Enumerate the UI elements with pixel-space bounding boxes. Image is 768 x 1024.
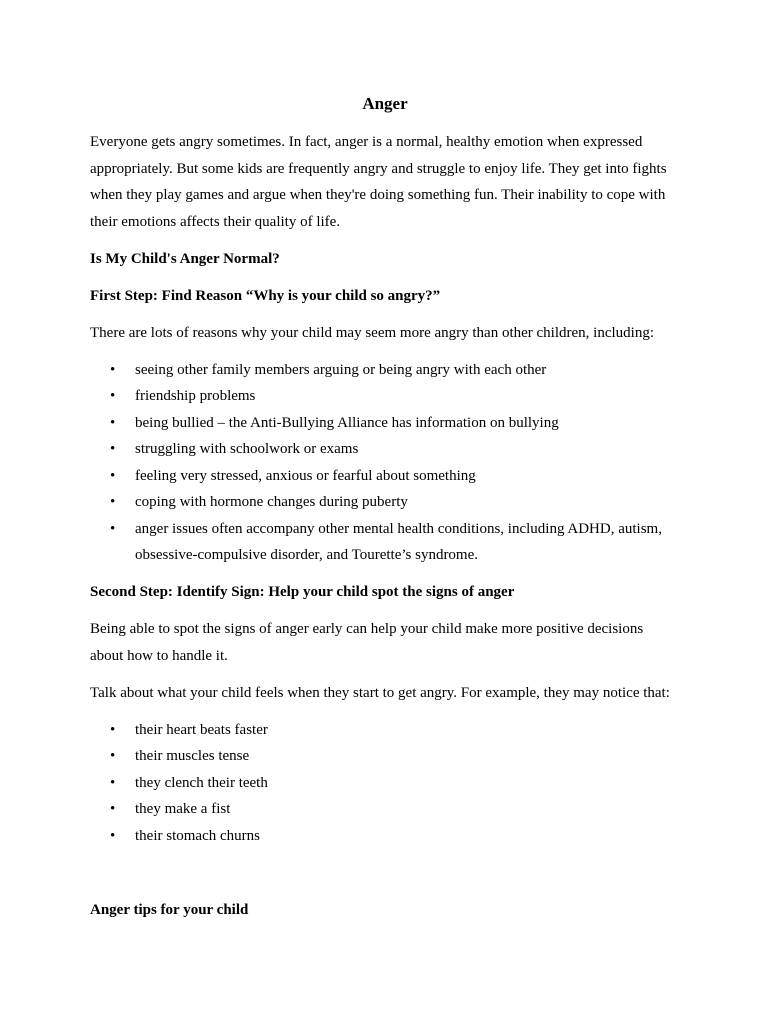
list-item bbox=[90, 410, 680, 437]
bullet-icon: • bbox=[110, 520, 116, 537]
bullet-icon: • bbox=[110, 361, 116, 378]
heading-anger-tips: Anger tips for your child bbox=[90, 901, 249, 918]
list-item bbox=[90, 436, 680, 463]
reasons-list bbox=[90, 357, 680, 569]
bullet-icon: • bbox=[110, 801, 116, 817]
document-title: Anger bbox=[362, 94, 408, 113]
heading-anger-normal: Is My Child's Anger Normal? bbox=[90, 250, 280, 267]
list-item-text: they clench their teeth bbox=[135, 774, 268, 791]
list-item-text: their heart beats faster bbox=[135, 721, 268, 738]
list-item-text: friendship problems bbox=[135, 388, 256, 404]
heading-second-step: Second Step: Identify Sign: Help your child spot the signs of anger bbox=[90, 584, 515, 600]
list-item bbox=[90, 383, 680, 410]
bullet-icon: • bbox=[110, 414, 116, 431]
bullet-icon: • bbox=[110, 721, 116, 738]
list-item bbox=[90, 823, 680, 850]
list-item bbox=[90, 357, 680, 384]
bullet-icon: • bbox=[110, 748, 116, 764]
bullet-icon: • bbox=[110, 441, 116, 457]
bullet-icon: • bbox=[110, 774, 116, 791]
list-item bbox=[90, 463, 680, 490]
signs-list bbox=[90, 717, 680, 850]
reasons-intro-paragraph: There are lots of reasons why your child may seem more angry than other children, including: bbox=[90, 324, 654, 341]
list-item-text: feeling very stressed, anxious or fearful about something bbox=[135, 467, 476, 484]
list-item bbox=[90, 516, 680, 569]
list-item-text: they make a fist bbox=[135, 801, 231, 817]
bullet-icon: • bbox=[110, 827, 116, 844]
signs-paragraph-1: Being able to spot the signs of anger early can help your child make more positive decisions about how to handle it. bbox=[90, 621, 644, 664]
list-item bbox=[90, 770, 680, 797]
bullet-icon: • bbox=[110, 388, 116, 404]
heading-first-step: First Step: Find Reason “Why is your child so angry?” bbox=[90, 287, 441, 304]
bullet-icon: • bbox=[110, 494, 116, 510]
bullet-icon: • bbox=[110, 467, 116, 484]
document-page bbox=[90, 90, 680, 934]
signs-paragraph-2: Talk about what your child feels when they start to get angry. For example, they may notice that: bbox=[90, 684, 670, 701]
list-item bbox=[90, 743, 680, 770]
list-item-text: seeing other family members arguing or being angry with each other bbox=[135, 361, 547, 378]
list-item bbox=[90, 717, 680, 744]
list-item-text: struggling with schoolwork or exams bbox=[135, 441, 359, 457]
list-item-text: their muscles tense bbox=[135, 748, 250, 764]
intro-paragraph: Everyone gets angry sometimes. In fact, anger is a normal, healthy emotion when expressed appropriately. But some kids are frequently angry and struggle to enjoy life. They get into fights when they play games and argue when they're doing something fun. Their inability to cope with their emotions affects their quality of life. bbox=[90, 134, 667, 230]
list-item-text: coping with hormone changes during puberty bbox=[135, 494, 408, 510]
list-item bbox=[90, 489, 680, 516]
list-item-text: being bullied – the Anti-Bullying Alliance has information on bullying bbox=[135, 414, 559, 431]
list-item-text: their stomach churns bbox=[135, 827, 260, 844]
blank-line bbox=[90, 860, 680, 897]
list-item bbox=[90, 796, 680, 823]
list-item-text: anger issues often accompany other mental health conditions, including ADHD, autism, obsessive-compulsive disorder, and Tourette’s syndrome. bbox=[135, 520, 662, 563]
